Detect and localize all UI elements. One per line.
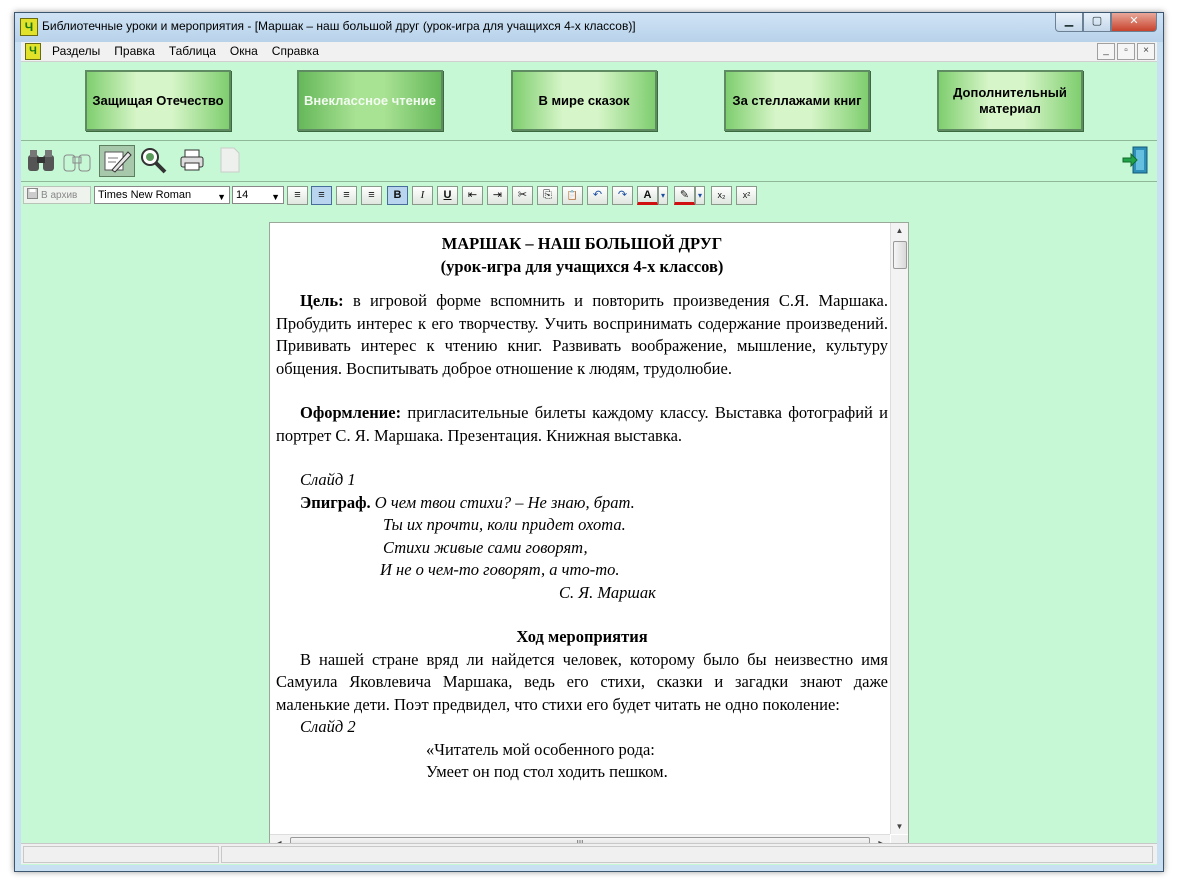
outdent-button[interactable]: ⇤ xyxy=(462,186,483,205)
status-bar xyxy=(21,843,1157,864)
close-button[interactable]: ✕ xyxy=(1111,13,1157,32)
document-editor[interactable] xyxy=(269,222,909,854)
italic-button[interactable]: I xyxy=(412,186,433,205)
mdi-minimize-button[interactable]: _ xyxy=(1097,43,1115,60)
subscript-button[interactable]: x₂ xyxy=(711,186,732,205)
paste-button[interactable]: 📋 xyxy=(562,186,583,205)
font-size-value: 14 xyxy=(236,189,249,201)
archive-button[interactable] xyxy=(23,186,91,204)
mdi-controls xyxy=(1095,43,1155,60)
app-icon[interactable]: Ч xyxy=(20,18,38,36)
exit-door-icon[interactable] xyxy=(1121,145,1151,175)
save-disk-icon xyxy=(27,188,38,202)
binoculars-icon[interactable] xyxy=(25,145,57,175)
epigraph-line: Ты их прочти, коли придет охота. xyxy=(383,515,626,534)
underline-button[interactable]: U xyxy=(437,186,458,205)
vertical-scrollbar[interactable] xyxy=(890,223,908,834)
print-icon[interactable] xyxy=(177,145,207,175)
separator xyxy=(21,140,1157,141)
redo-button[interactable]: ↷ xyxy=(612,186,633,205)
align-left-button[interactable]: ≡ xyxy=(287,186,308,205)
document-title: МАРШАК – НАШ БОЛЬШОЙ ДРУГ xyxy=(441,234,723,253)
design-paragraph xyxy=(276,402,888,447)
menu-items xyxy=(52,44,333,58)
goal-label: Цель: xyxy=(300,291,344,310)
align-center-button[interactable]: ≡ xyxy=(311,186,332,205)
menu-item-edit[interactable]: Правка xyxy=(114,44,155,58)
design-label: Оформление: xyxy=(300,403,402,422)
epigraph-text: О чем твои стихи? – Не знаю, брат. xyxy=(370,492,635,512)
nav-button-defending-fatherland[interactable]: Защищая Отечество xyxy=(85,70,231,131)
cut-button[interactable]: ✂ xyxy=(512,186,533,205)
poem-line: Умеет он под стол ходить пешком. xyxy=(426,762,668,781)
undo-button[interactable]: ↶ xyxy=(587,186,608,205)
app-window xyxy=(14,12,1164,872)
highlight-color-button[interactable]: ✎ xyxy=(674,186,695,205)
mdi-close-button[interactable]: × xyxy=(1137,43,1155,60)
indent-button[interactable]: ⇥ xyxy=(487,186,508,205)
font-size-select[interactable] xyxy=(232,186,284,204)
document-body[interactable] xyxy=(276,233,888,784)
font-color-button[interactable]: A xyxy=(637,186,658,205)
chevron-down-icon: ▼ xyxy=(217,192,226,202)
design-text: пригласительные билеты каждому классу. Выставка фотографий и портрет С. Я. Маршака. Презентация. Книжная выставка. xyxy=(276,403,888,445)
scroll-down-icon[interactable]: ▼ xyxy=(895,822,904,831)
epigraph-line xyxy=(276,492,888,515)
poem-line: «Читатель мой особенного рода: xyxy=(426,739,655,759)
epigraph-author: С. Я. Маршак xyxy=(559,582,656,602)
title-bar[interactable] xyxy=(15,13,1163,42)
menu-bar xyxy=(21,42,1157,62)
zoom-icon[interactable] xyxy=(137,145,169,175)
epigraph-label: Эпиграф. xyxy=(300,492,371,512)
mdi-child-icon[interactable]: Ч xyxy=(25,43,41,60)
binoculars-disabled-icon xyxy=(61,145,93,175)
section-heading: Ход мероприятия xyxy=(516,627,648,646)
align-right-button[interactable]: ≡ xyxy=(336,186,357,205)
bold-button[interactable]: B xyxy=(387,186,408,205)
slide-label: Слайд 1 xyxy=(300,470,356,489)
epigraph-line: Стихи живые сами говорят, xyxy=(383,537,588,557)
align-justify-button[interactable]: ≡ xyxy=(361,186,382,205)
status-panel xyxy=(23,846,219,863)
archive-label: В архив xyxy=(41,189,78,201)
chevron-down-icon: ▼ xyxy=(271,192,280,202)
font-color-dropdown[interactable]: ▾ xyxy=(658,186,668,205)
font-family-select[interactable] xyxy=(94,186,230,204)
copy-button[interactable]: ⎘ xyxy=(537,186,558,205)
scroll-thumb[interactable] xyxy=(893,241,907,269)
status-panel xyxy=(221,846,1153,863)
nav-button-extracurricular-reading[interactable]: Внеклассное чтение xyxy=(297,70,443,131)
font-family-value: Times New Roman xyxy=(98,189,192,201)
document-subtitle: (урок-игра для учащихся 4-х классов) xyxy=(440,256,724,276)
scroll-up-icon[interactable]: ▲ xyxy=(895,226,904,235)
separator xyxy=(21,181,1157,182)
maximize-button[interactable]: ▢ xyxy=(1083,13,1111,32)
intro-paragraph: В нашей стране вряд ли найдется человек, которому было бы неизвестно имя Самуила Яковлевича Маршака, ведь его стихи, сказки и загадки знают даже маленькие дети. Поэт предвидел, что стихи его будет читать не одно поколение: xyxy=(276,649,888,714)
goal-paragraph xyxy=(276,290,888,380)
goal-text: в игровой форме вспомнить и повторить произведения С.Я. Маршака. Пробудить интерес к его творчеству. Учить воспринимать содержание произведений. Прививать интерес к чтению книг. Развивать воображение, мышление, культуру общения. Воспитывать доброе отношение к людям, трудолюбие. xyxy=(276,291,888,378)
nav-button-fairy-tales[interactable]: В мире сказок xyxy=(511,70,657,131)
minimize-button[interactable]: ▁ xyxy=(1055,13,1083,32)
edit-pen-icon[interactable] xyxy=(99,145,135,177)
window-title: Библиотечные уроки и мероприятия - [Маршак – наш большой друг (урок-игра для учащихся 4-х классов)] xyxy=(42,19,636,33)
menu-item-help[interactable]: Справка xyxy=(271,44,319,58)
superscript-button[interactable]: x² xyxy=(736,186,757,205)
caption-buttons xyxy=(1055,13,1157,32)
slide-label: Слайд 2 xyxy=(300,717,356,736)
epigraph-line: И не о чем-то говорят, а что-то. xyxy=(380,560,620,579)
menu-item-sections[interactable]: Разделы xyxy=(52,44,101,58)
menu-item-windows[interactable]: Окна xyxy=(229,44,258,58)
nav-button-behind-shelves[interactable]: За стеллажами книг xyxy=(724,70,870,131)
client-area xyxy=(21,62,1157,865)
mdi-restore-button[interactable]: ▫ xyxy=(1117,43,1135,60)
highlight-color-dropdown[interactable]: ▾ xyxy=(695,186,705,205)
nav-button-additional-material[interactable]: Дополнительный материал xyxy=(937,70,1083,131)
menu-item-table[interactable]: Таблица xyxy=(168,44,216,58)
format-toolbar xyxy=(21,184,781,206)
blank-page-icon xyxy=(217,145,243,175)
